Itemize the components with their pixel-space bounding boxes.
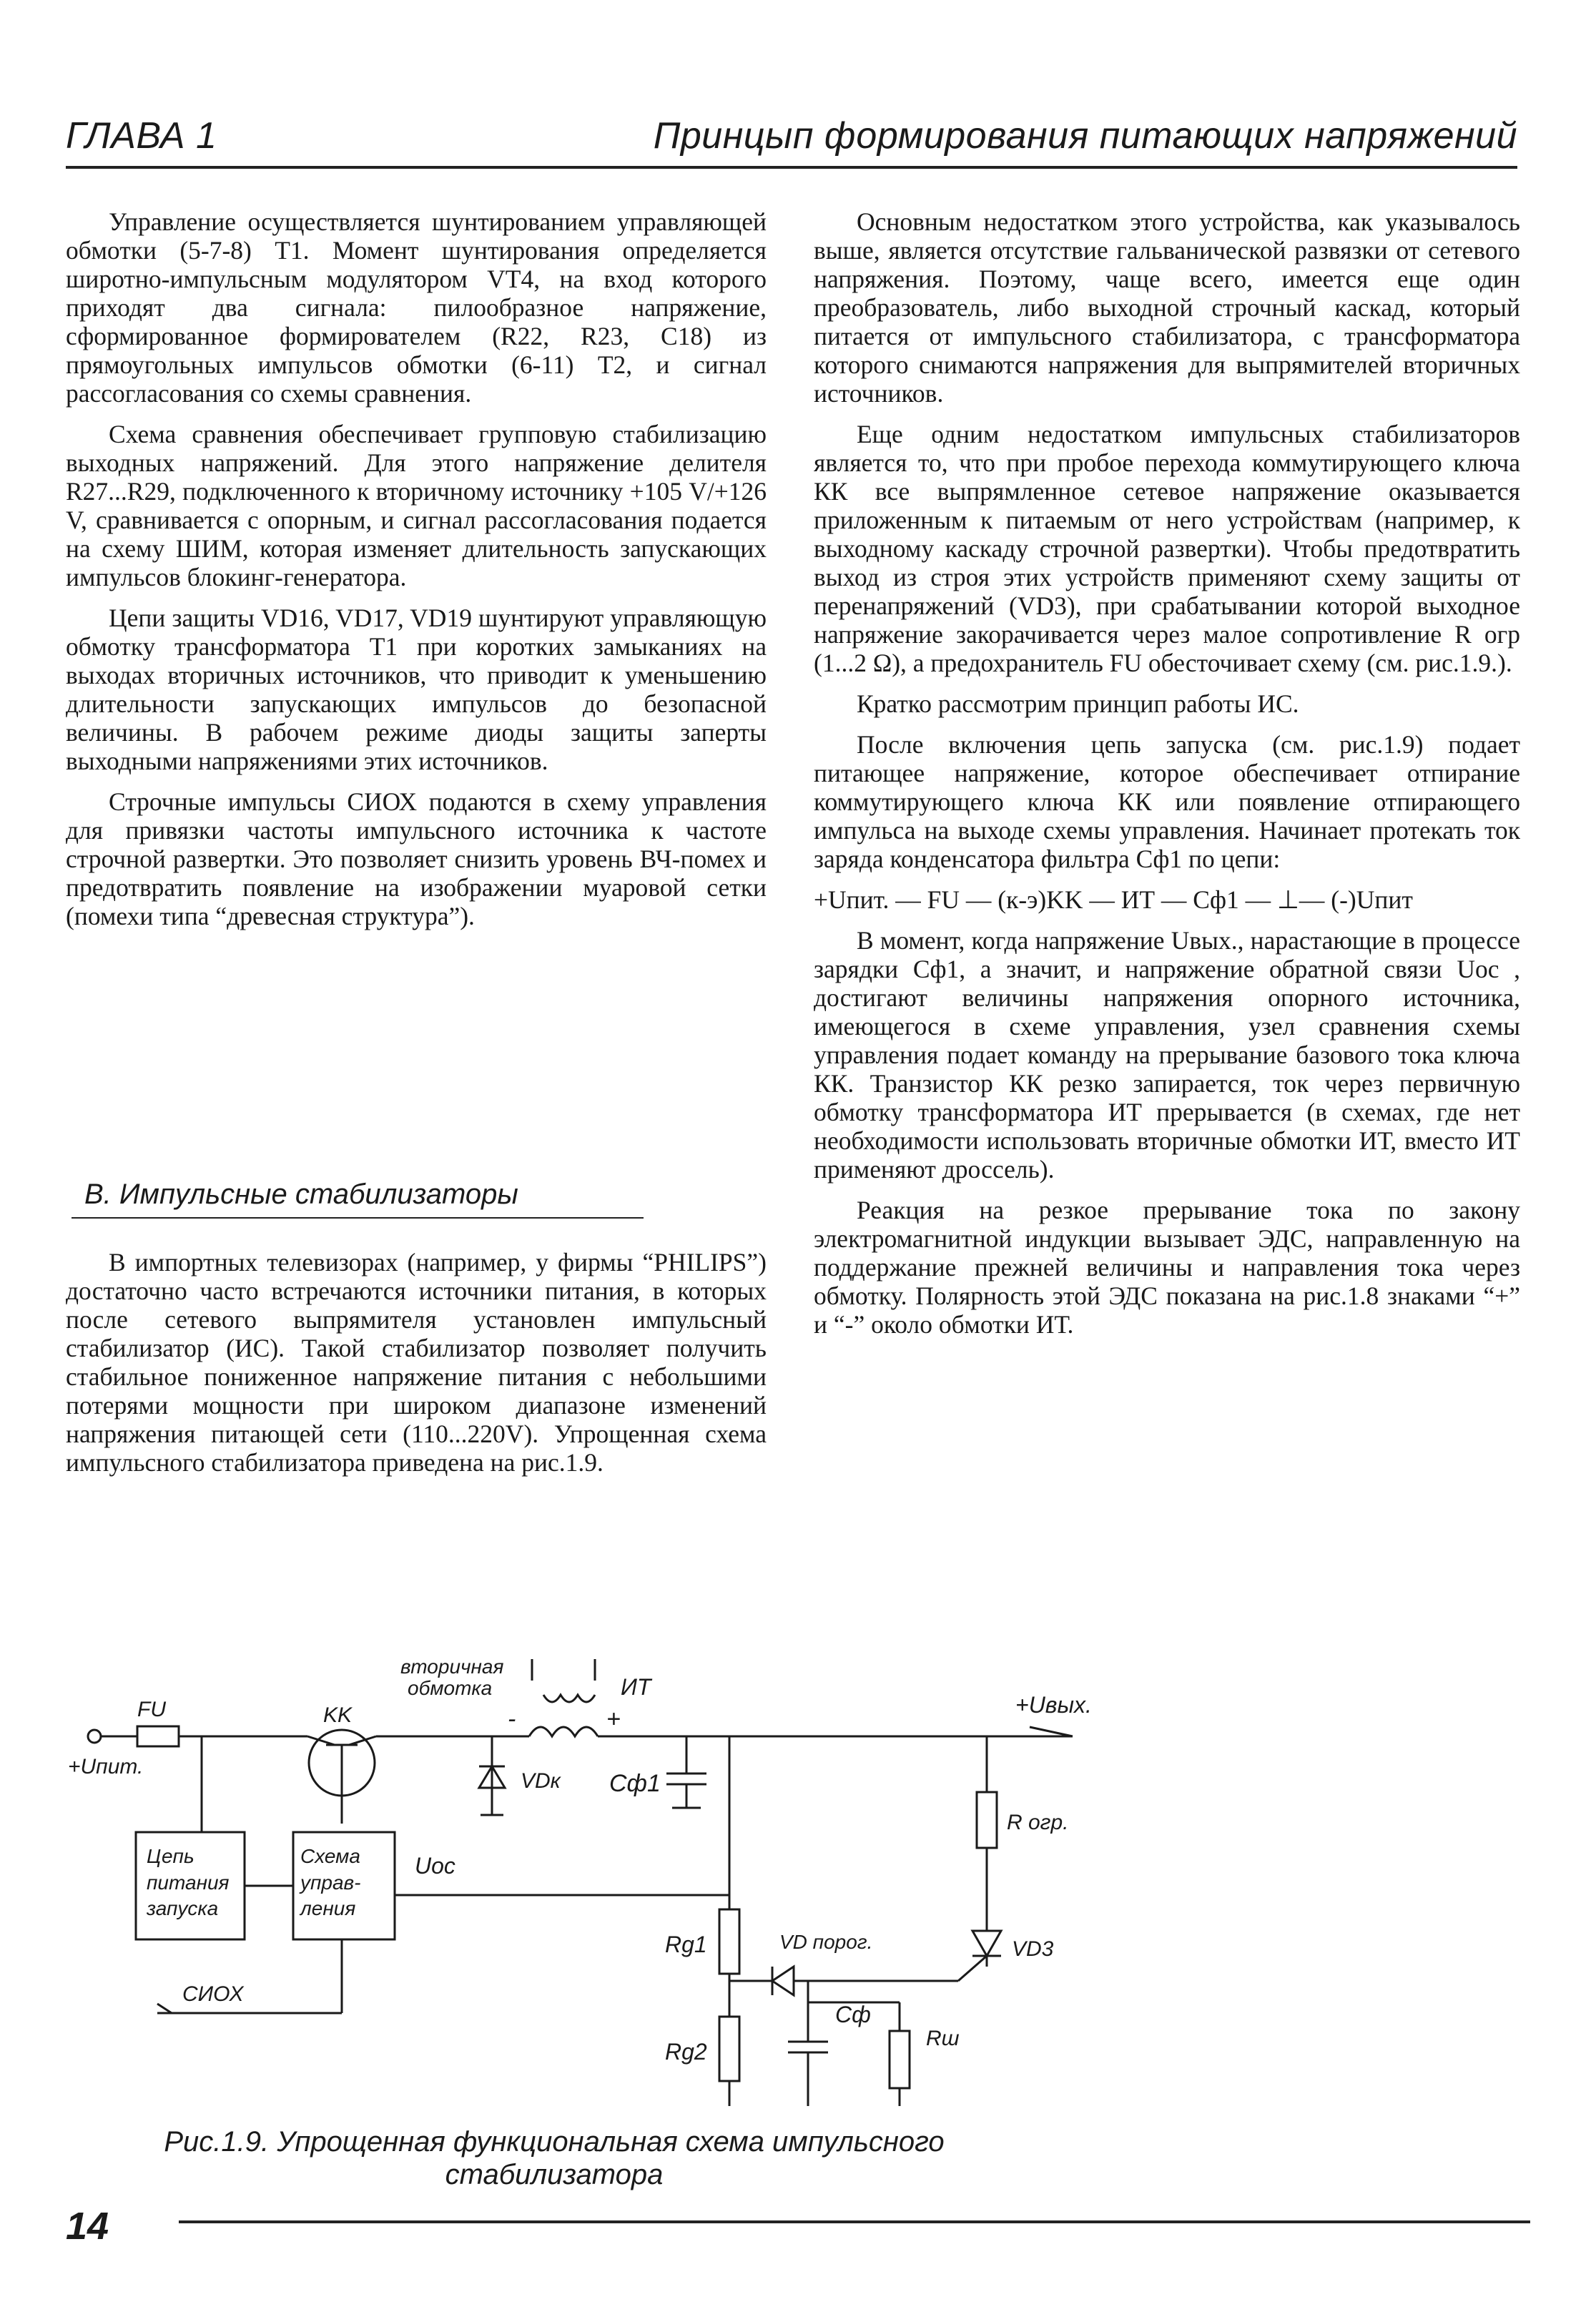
section-underline <box>72 1217 644 1219</box>
secondary-winding-label-2: обмотка <box>408 1677 493 1699</box>
u-out-label: +Uвых. <box>1015 1692 1092 1718</box>
start-block-label-1: Цепь <box>147 1845 194 1867</box>
footer-rule <box>179 2220 1530 2223</box>
vdk-label: VDк <box>521 1769 561 1793</box>
control-block-label-2: управ- <box>300 1871 361 1894</box>
left-paragraph-3: Цепи защиты VD16, VD17, VD19 шунтируют управляющую обмотку трансформатора T1 при коротких замыканиях на выходах вторичных источников, что приводит к уменьшению длительности запускающих импульсов до безопасной величины. В рабочем режиме диоды защиты заперты выходными напряжениями этих источников. <box>66 604 767 775</box>
left-column <box>66 207 767 943</box>
header-rule <box>66 166 1517 169</box>
sioh-label: СИОХ <box>182 1982 244 2006</box>
u-in-label: +Uпит. <box>68 1755 144 1779</box>
circuit-diagram <box>0 1630 1596 2131</box>
rg1-label: Rg1 <box>665 1932 707 1957</box>
plus-label: + <box>606 1706 621 1733</box>
vd3-label: VD3 <box>1012 1937 1054 1961</box>
figure-caption <box>72 2125 1037 2191</box>
left-paragraph-5: В импортных телевизорах (например, у фирмы “PHILIPS”) достаточно часто встречаются источники питания, в которых после сетевого выпрямителя установлен импульсный стабилизатор (ИС). Такой стабилизатор позволяет получить стабильное пониженное напряжение питания с небольшими потерями мощности при широком диапазоне изменений напряжения питающей сети (110...220V). Упрощенная схема импульсного стабилизатора приведена на рис.1.9. <box>66 1248 767 1477</box>
chapter-label: ГЛАВА 1 <box>66 115 217 157</box>
uoc-label: Uос <box>415 1853 455 1879</box>
right-column <box>814 207 1520 1351</box>
right-paragraph-6: Реакция на резкое прерывание тока по закону электромагнитной индукции вызывает ЭДС, направленную на поддержание прежней величины и направления тока через обмотку. Полярность этой ЭДС показана на рис.1.8 знаками “+” и “-” около обмотки ИТ. <box>814 1196 1520 1339</box>
thyristor-vd3 <box>972 1931 1001 1956</box>
figure-caption-line-2: стабилизатора <box>445 2159 664 2190</box>
right-paragraph-4: После включения цепь запуска (см. рис.1.9) подает питающее напряжение, которое обеспечивает отпирание коммутирующего ключа КК или появление отпирающего импульса на выходе схемы управления. Начинает протекать ток заряда конденсатора фильтра Cф1 по цепи: <box>814 730 1520 873</box>
secondary-winding <box>543 1695 595 1702</box>
input-terminal <box>88 1730 101 1743</box>
control-block-label-1: Схема <box>300 1845 360 1867</box>
right-paragraph-2: Еще одним недостатком импульсных стабилизаторов является то, что при пробое перехода коммутирующего ключа КК все выпрямленное сетевое напряжение оказывается приложенным к питаемым от него устройствам (например, к выходному каскаду строчной развертки). Чтобы предотвратить выход из строя этих устройств применяют схему защиты от перенапряжений (VD3), при срабатывании которой выходное напряжение закорачивается через малое сопротивление R огр (1...2 Ω), а предохранитель FU обесточивает схему (см. рис.1.9.). <box>814 420 1520 677</box>
left-column-lower <box>66 1248 767 1489</box>
formula-line: +Uпит. — FU — (к-э)KK — ИТ — Cф1 — ⊥— (-)Uпит <box>814 885 1413 914</box>
diode-vd-porog <box>772 1967 794 1995</box>
inductor-it <box>529 1727 598 1736</box>
rsh-label: Rш <box>926 2027 960 2050</box>
minus-label: - <box>508 1706 516 1733</box>
resistor-rg2 <box>719 2017 739 2081</box>
left-paragraph-2: Схема сравнения обеспечивает групповую стабилизацию выходных напряжений. Для этого напряжение делителя R27...R29, подключенного к вторичному источнику +105 V/+126 V, сравнивается с опорным, и сигнал рассогласования подается на схему ШИМ, которая изменяет длительность запускающих импульсов блокинг-генератора. <box>66 420 767 591</box>
control-block-label-3: ления <box>300 1897 356 1919</box>
rg2-label: Rg2 <box>665 2039 707 2065</box>
start-block-label-2: питания <box>147 1871 230 1894</box>
secondary-winding-label-1: вторичная <box>400 1656 504 1678</box>
right-paragraph-3: Кратко рассмотрим принцип работы ИС. <box>857 689 1299 718</box>
it-label: ИТ <box>621 1674 651 1700</box>
page-header-title: Принцып формирования питающих напряжений <box>653 115 1517 157</box>
left-paragraph-1: Управление осуществляется шунтированием управляющей обмотки (5-7-8) T1. Момент шунтирования определяется широтно-импульсным модулятором VT4, на вход которого приходят два сигнала: пилообразное напряжение, сформированное формирователем (R22, R23, C18) из прямоугольных импульсов обмотки (6-11) T2, и сигнал рассогласования со схемы сравнения. <box>66 207 767 408</box>
section-title: B. Импульсные стабилизаторы <box>84 1179 518 1210</box>
resistor-rg1 <box>719 1909 739 1974</box>
page-number: 14 <box>66 2205 109 2248</box>
start-block-label-3: запуска <box>147 1897 219 1919</box>
cf1-label: Cф1 <box>609 1770 661 1797</box>
r-ogr-label: R огр. <box>1007 1811 1069 1834</box>
resistor-r-ogr <box>977 1792 997 1848</box>
vd-porog-label: VD порог. <box>779 1931 873 1953</box>
left-paragraph-4: Строчные импульсы СИОХ подаются в схему управления для привязки частоты импульсного источника к частоте строчной развертки. Это позволяет снизить уровень ВЧ-помех и предотвратить появление на изображении муаровой сетки (помехи типа “древесная структура”). <box>66 787 767 930</box>
kk-label: KK <box>323 1703 353 1727</box>
figure-caption-line-1: Рис.1.9. Упрощенная функциональная схема импульсного <box>164 2126 945 2158</box>
right-paragraph-1: Основным недостатком этого устройства, как указывалось выше, является отсутствие гальванической развязки от сетевого напряжения. Поэтому, чаще всего, имеется еще один преобразователь, либо выходной строчный каскад, который питается от импульсного стабилизатора, с трансформатора которого снимаются напряжения для выпрямителей вторичных источников. <box>814 207 1520 408</box>
right-paragraph-5: В момент, когда напряжение Uвых., нарастающие в процессе зарядки Cф1, а значит, и напряжение обратной связи Uoc , достигают величины напряжения опорного источника, имеющегося в схеме управления, узел сравнения схемы управления подает команду на прерывание базового тока ключа КК. Транзистор КК резко запирается, ток через первичную обмотку трансформатора ИТ прерывается (в схемах, где нет необходимости использовать вторичные обмотки ИТ, вместо ИТ применяют дроссель). <box>814 926 1520 1184</box>
cf-label: Cф <box>835 2002 871 2027</box>
fuse-fu <box>137 1726 179 1746</box>
fu-label: FU <box>137 1698 166 1721</box>
resistor-rsh <box>890 2031 910 2088</box>
